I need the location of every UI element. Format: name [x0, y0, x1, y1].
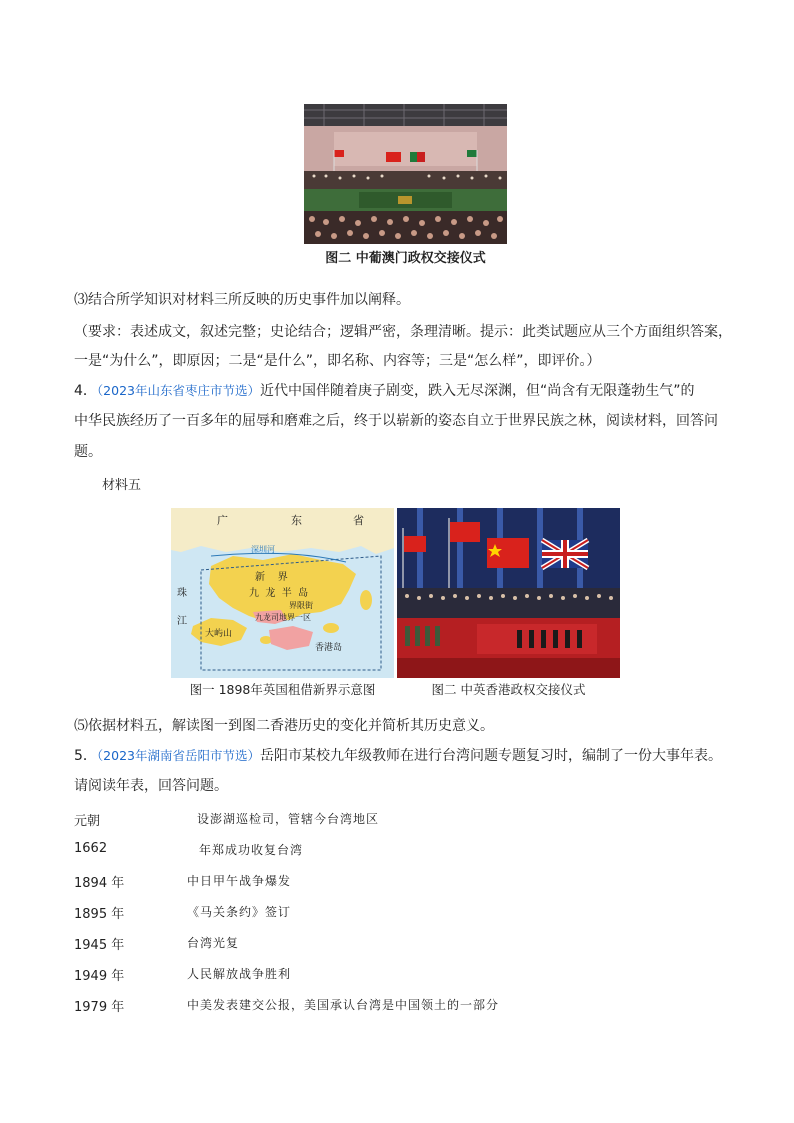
prc-flag-pole: [450, 522, 480, 542]
question-4-line3: 题。: [74, 444, 102, 460]
macau-handover-photo: [304, 104, 507, 244]
timeline-event: 台湾光复: [187, 936, 240, 950]
union-jack-flag: [542, 540, 588, 568]
timeline-year: 1894 年: [74, 876, 125, 891]
q3-requirement-line1: （要求：表述成文，叙述完整；史论结合；逻辑严密，条理清晰。提示：此类试题应从三个方面组织答案，: [74, 324, 732, 340]
hk-ceremony-illustration: [397, 508, 620, 678]
question-number: 5．: [74, 748, 97, 764]
map-label-dong: 东: [291, 514, 302, 527]
question-source: （2023年山东省枣庄市节选）: [96, 383, 260, 398]
map-label-jiang: 江: [177, 616, 187, 627]
q5-sub-prompt: ⑸依据材料五，解读图一到图二香港历史的变化并简析其历史意义。: [74, 718, 494, 734]
timeline-event: 中日甲午战争爆发: [187, 874, 292, 888]
question-4-line2: 中华民族经历了一百多年的屈辱和磨难之后，终于以崭新的姿态自立于世界民族之林，阅读材料，回答问: [74, 413, 718, 429]
timeline-event: 年郑成功收复台湾: [199, 843, 304, 857]
map-label-shenzhen-river: 深圳河: [251, 545, 275, 554]
timeline-year: 元朝: [74, 814, 101, 829]
timeline-event: 设澎湖巡检司，管辖今台湾地区: [197, 812, 380, 826]
timeline-year: 1979 年: [74, 1000, 125, 1015]
map-label-kowloon-peninsula: 九 龙 半 岛: [249, 588, 309, 599]
hk-handover-photo: [397, 508, 620, 678]
map-label-new-territories: 新 界: [255, 572, 288, 583]
map-label-guang: 广: [217, 514, 228, 527]
new-territories-lease-map: [171, 508, 394, 678]
macau-ceremony-illustration: [304, 104, 507, 244]
map-label-lantau: 大屿山: [205, 629, 233, 639]
timeline-event: 人民解放战争胜利: [187, 967, 292, 981]
hk-sar-flag: [404, 536, 426, 552]
question-text: 岳阳市某校九年级教师在进行台湾问题专题复习时，编制了一份大事年表。: [259, 748, 722, 764]
map-label-hk-island: 香港岛: [315, 643, 343, 653]
timeline-event: 中美发表建交公报，美国承认台湾是中国领土的一部分: [187, 998, 500, 1012]
q3-prompt: ⑶结合所学知识对材料三所反映的历史事件加以阐释。: [74, 292, 410, 308]
question-text: 近代中国伴随着庚子剧变，跌入无尽深渊，但“尚含有无限蓬勃生气”的: [259, 383, 695, 399]
question-5-line2: 请阅读年表，回答问题。: [74, 778, 228, 794]
question-5-line1: [74, 746, 722, 766]
question-4-line1: [74, 381, 695, 401]
timeline-year: 1662: [74, 841, 108, 856]
material-label: 材料五: [102, 478, 142, 493]
map-label-zhu: 珠: [177, 588, 187, 599]
question-source: （2023年湖南省岳阳市节选）: [96, 748, 260, 763]
macau-photo-caption: 图二 中葡澳门政权交接仪式: [325, 251, 486, 266]
question-number: 4．: [74, 383, 97, 399]
map-caption: 图一 1898年英国租借新界示意图: [189, 682, 376, 697]
timeline-event: 《马关条约》签订: [187, 905, 292, 919]
map-label-sheng: 省: [353, 514, 364, 527]
map-label-boundary-street: 界限街: [289, 601, 313, 610]
hk-photo-caption: 图二 中英香港政权交接仪式: [431, 682, 586, 697]
timeline-year: 1895 年: [74, 907, 125, 922]
timeline-year: 1945 年: [74, 938, 125, 953]
q3-requirement-line2: 一是“为什么”，即原因；二是“是什么”，即名称、内容等；三是“怎么样”，即评价。）: [74, 353, 601, 369]
map-label-kowloon-city: 九龙司地界一区: [255, 613, 311, 622]
timeline-year: 1949 年: [74, 969, 125, 984]
